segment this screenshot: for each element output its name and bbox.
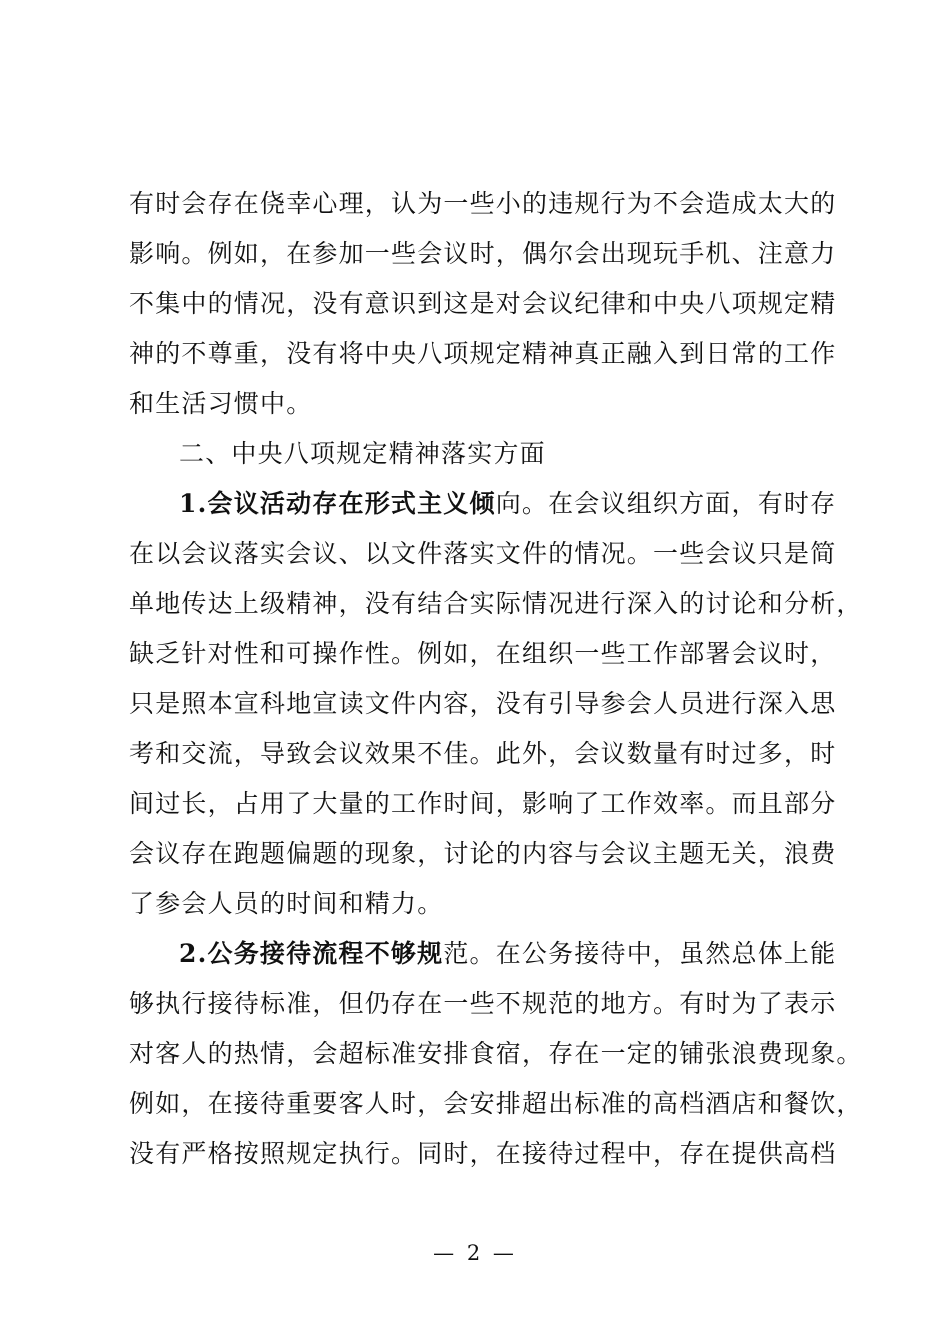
item-2-first-line-rest: 范。在公务接待中，虽然总体上能 [443, 939, 837, 968]
paragraph-line: 单地传达上级精神，没有结合实际情况进行深入的讨论和分析， [129, 589, 863, 618]
paragraph-line: 会议存在跑题偏题的现象，讨论的内容与会议主题无关，浪费 [129, 839, 837, 868]
paragraph-line: 有时会存在侥幸心理，认为一些小的违规行为不会造成太大的 [129, 189, 837, 218]
paragraph-line: 只是照本宣科地宣读文件内容，没有引导参会人员进行深入思 [129, 689, 837, 718]
paragraph-line: 不集中的情况，没有意识到这是对会议纪律和中央八项规定精 [129, 289, 837, 318]
paragraph-line: 影响。例如，在参加一些会议时，偶尔会出现玩手机、注意力 [129, 239, 837, 268]
page-number: — 2 — [433, 1241, 517, 1265]
paragraph-line: 了参会人员的时间和精力。 [129, 889, 444, 918]
section-heading: 二、中央八项规定精神落实方面 [179, 439, 546, 468]
paragraph-line: 对客人的热情，会超标准安排食宿，存在一定的铺张浪费现象。 [129, 1039, 863, 1068]
item-1-first-line [179, 479, 837, 529]
paragraph-line: 例如，在接待重要客人时，会安排超出标准的高档酒店和餐饮， [129, 1089, 863, 1118]
item-1-first-line-rest: 向。在会议组织方面，有时存 [495, 489, 837, 518]
item-2-title: 2.公务接待流程不够规 [179, 939, 444, 968]
paragraph-line: 缺乏针对性和可操作性。例如，在组织一些工作部署会议时， [129, 639, 837, 668]
paragraph-line: 间过长，占用了大量的工作时间，影响了工作效率。而且部分 [129, 789, 837, 818]
paragraph-line: 神的不尊重，没有将中央八项规定精神真正融入到日常的工作 [129, 339, 837, 368]
paragraph-line: 和生活习惯中。 [129, 389, 313, 418]
paragraph-line: 考和交流，导致会议效果不佳。此外，会议数量有时过多，时 [129, 739, 837, 768]
item-2-first-line [179, 929, 837, 979]
paragraph-line: 没有严格按照规定执行。同时，在接待过程中，存在提供高档 [129, 1139, 837, 1168]
item-1-title: 1.会议活动存在形式主义倾 [179, 489, 496, 518]
paragraph-line: 在以会议落实会议、以文件落实文件的情况。一些会议只是简 [129, 539, 837, 568]
paragraph-line: 够执行接待标准，但仍存在一些不规范的地方。有时为了表示 [129, 989, 837, 1018]
